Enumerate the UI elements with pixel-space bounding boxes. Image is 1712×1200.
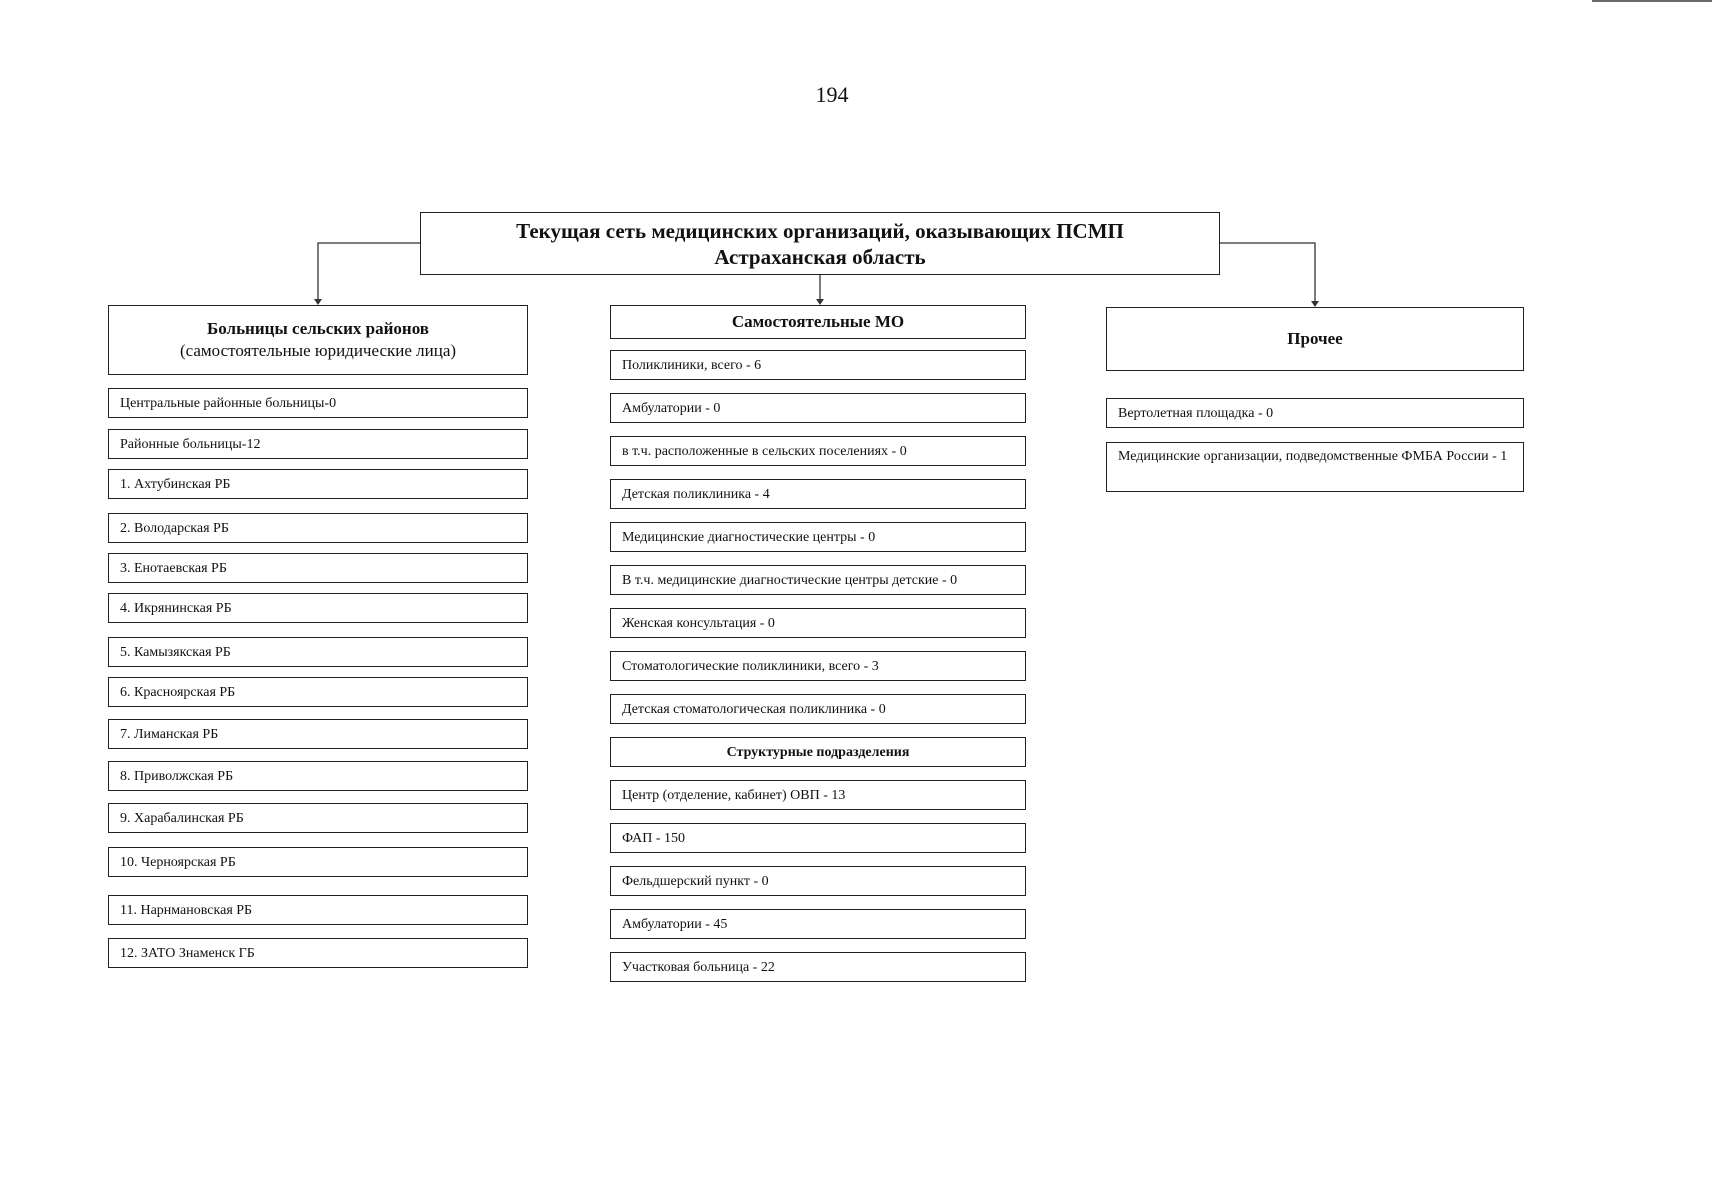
left-item: 6. Красноярская РБ [108, 677, 528, 707]
middle-subsection-header: Структурные подразделения [610, 737, 1026, 767]
diagram-title-box [420, 212, 1220, 275]
right-header-title: Прочее [1287, 329, 1343, 348]
left-item: 9. Харабалинская РБ [108, 803, 528, 833]
middle-item: В т.ч. медицинские диагностические центры детские - 0 [610, 565, 1026, 595]
diagram-title-line2: Астраханская область [714, 244, 926, 269]
middle-sub-item: Участковая больница - 22 [610, 952, 1026, 982]
left-item: 5. Камызякская РБ [108, 637, 528, 667]
middle-item: Амбулатории - 0 [610, 393, 1026, 423]
left-item: 7. Лиманская РБ [108, 719, 528, 749]
right-column-header [1106, 307, 1524, 371]
middle-header-title: Самостоятельные МО [731, 312, 905, 331]
middle-item: Детская поликлиника - 4 [610, 479, 1026, 509]
left-item: 2. Володарская РБ [108, 513, 528, 543]
left-header-subtitle: (самостоятельные юридические лица) [179, 341, 457, 360]
middle-item: Медицинские диагностические центры - 0 [610, 522, 1026, 552]
connector-to-left [318, 243, 420, 300]
connector-to-right [1220, 243, 1315, 302]
diagram-title-line1: Текущая сеть медицинских организаций, оказывающих ПСМП [516, 218, 1124, 243]
middle-item: Детская стоматологическая поликлиника - 0 [610, 694, 1026, 724]
middle-item: Женская консультация - 0 [610, 608, 1026, 638]
left-item: Центральные районные больницы-0 [108, 388, 528, 418]
middle-sub-item: ФАП - 150 [610, 823, 1026, 853]
left-item: 1. Ахтубинская РБ [108, 469, 528, 499]
left-item: 4. Икрянинская РБ [108, 593, 528, 623]
middle-sub-item: Амбулатории - 45 [610, 909, 1026, 939]
right-item: Медицинские организации, подведомственные ФМБА России - 1 [1106, 442, 1524, 492]
page-number: 194 [815, 82, 849, 107]
left-item: 3. Енотаевская РБ [108, 553, 528, 583]
left-item: 12. ЗАТО Знаменск ГБ [108, 938, 528, 968]
middle-sub-item: Фельдшерский пункт - 0 [610, 866, 1026, 896]
right-item: Вертолетная площадка - 0 [1106, 398, 1524, 428]
middle-item: в т.ч. расположенные в сельских поселениях - 0 [610, 436, 1026, 466]
left-item: 8. Приволжская РБ [108, 761, 528, 791]
left-item: 11. Нарнмановская РБ [108, 895, 528, 925]
left-header-title: Больницы сельских районов [207, 319, 429, 338]
left-column-header [108, 305, 528, 375]
middle-item: Поликлиники, всего - 6 [610, 350, 1026, 380]
middle-item: Стоматологические поликлиники, всего - 3 [610, 651, 1026, 681]
middle-column-header [610, 305, 1026, 339]
left-item: 10. Черноярская РБ [108, 847, 528, 877]
left-item: Районные больницы-12 [108, 429, 528, 459]
middle-sub-item: Центр (отделение, кабинет) ОВП - 13 [610, 780, 1026, 810]
